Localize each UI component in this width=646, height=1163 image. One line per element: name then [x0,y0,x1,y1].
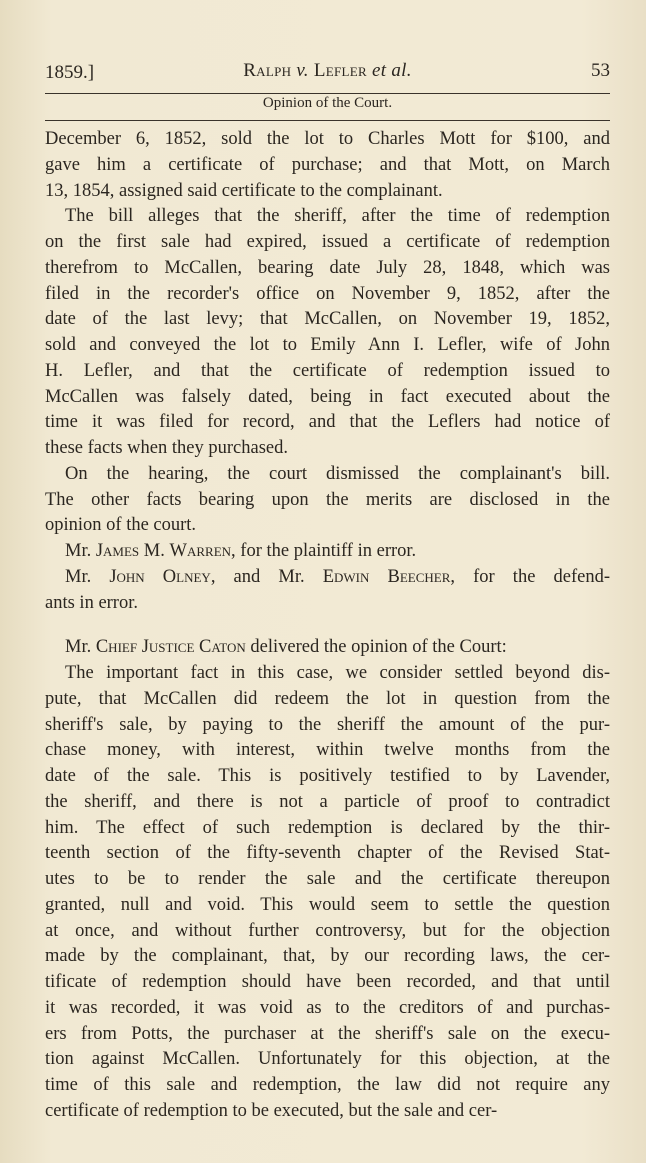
paragraph [45,565,610,617]
subheader-rule [45,120,610,121]
text-line: The other facts bearing upon the merits are disclosed in the [45,489,610,510]
text-line: tificate of redemption should have been recorded, and that until [45,972,610,992]
text-line: time it was filed for record, and that the Leflers had notice of [45,412,610,433]
header-title-party: Lefler [313,60,367,81]
header-title-main: Ralph [243,60,292,81]
text-line [45,565,610,591]
text-line: gave him a certificate of purchase; and that Mott, on March [45,154,610,175]
text-line: December 6, 1852, sold the lot to Charles Mott for $100, and [45,129,610,149]
text-segment: , for the plaintiff in error. [231,541,417,561]
header-title-etal: et al. [372,60,412,81]
running-header [45,60,610,88]
text-line: tion against McCallen. Unfortunately for this objection, at the [45,1049,610,1070]
paragraph [45,462,610,539]
text-line: certificate of redemption to be executed, but the sale and cer- [45,1100,498,1121]
text-line [45,635,610,661]
text-line [45,539,610,565]
text-line: utes to be to render the sale and the certificate thereupon [45,869,610,889]
text-line: it was recorded, it was void as to the creditors of and purchas- [45,997,610,1018]
header-rule [45,93,610,94]
text-line: The important fact in this case, we consider settled beyond dis- [65,663,610,683]
text-line: made by the complainant, that, by our recording laws, the cer- [45,946,610,967]
text-line: on the first sale had expired, issued a certificate of redemption [45,232,610,252]
text-line: The bill alleges that the sheriff, after the time of redemption [65,206,610,227]
text-line: pute, that McCallen did redeem the lot in question from the [45,688,610,709]
text-line: teenth section of the fifty-seventh chapter of the Revised Stat- [45,843,610,864]
section-subheader: Opinion of the Court. [262,95,393,111]
name-smallcaps: Edwin Beecher [322,566,451,587]
header-case-title [45,60,610,82]
header-year: 1859.] [45,62,95,83]
text-line: the sheriff, and there is not a particle of proof to contradict [45,791,610,812]
text-segment: , and Mr. [210,566,323,587]
text-line: these facts when they purchased. [45,438,288,458]
text-line: him. The effect of such redemption is declared by the thir- [45,817,610,838]
text-line: On the hearing, the court dismissed the complainant's bill. [65,463,610,484]
text-line: McCallen was falsely dated, being in fact executed about the [45,386,610,407]
text-line: therefrom to McCallen, bearing date July 28, 1848, which was [45,257,610,278]
text-line: filed in the recorder's office on November 9, 1852, after the [45,283,610,304]
text-segment: Mr. [65,566,110,587]
text-line: H. Lefler, and that the certificate of redemption issued to [45,360,610,381]
paragraph [45,204,610,462]
paragraph [45,635,610,661]
text-line: opinion of the court. [45,515,197,536]
page-number: 53 [591,60,610,81]
name-smallcaps: Chief Justice Caton [95,637,246,658]
text-line: sold and conveyed the lot to Emily Ann I. Lefler, wife of John [45,335,610,355]
text-line: at once, and without further controversy, but for the objection [45,920,610,941]
text-line: ants in error. [45,592,138,613]
text-line: chase money, with interest, within twelve months from the [45,740,610,761]
text-line: ers from Potts, the purchaser at the sheriff's sale on the execu- [45,1023,610,1044]
text-segment: Mr. [65,637,96,658]
header-title-v: v. [296,60,309,81]
text-line: date of the last levy; that McCallen, on November 19, 1852, [45,309,610,330]
name-smallcaps: James [95,541,140,561]
text-segment: Mr. [65,541,96,561]
text-line: 13, 1854, assigned said certificate to the complainant. [45,180,443,201]
text-line: granted, null and void. This would seem to settle the question [45,894,610,915]
section-gap [45,616,610,635]
name-smallcaps: Warren [169,541,232,561]
name-smallcaps: John Olney [109,566,211,587]
text-line: sheriff's sale, by paying to the sheriff the amount of the pur- [45,714,610,735]
page-body-text [45,127,610,1125]
text-segment: delivered the opinion of the Court: [245,637,507,658]
paragraph [45,127,610,204]
text-segment: , for the defend- [450,566,610,587]
paragraph [45,661,610,1125]
text-line: time of this sale and redemption, the law did not require any [45,1075,610,1095]
paragraph [45,539,610,565]
text-segment: M. [139,541,170,561]
text-line: date of the sale. This is positively testified to by Lavender, [45,766,610,786]
